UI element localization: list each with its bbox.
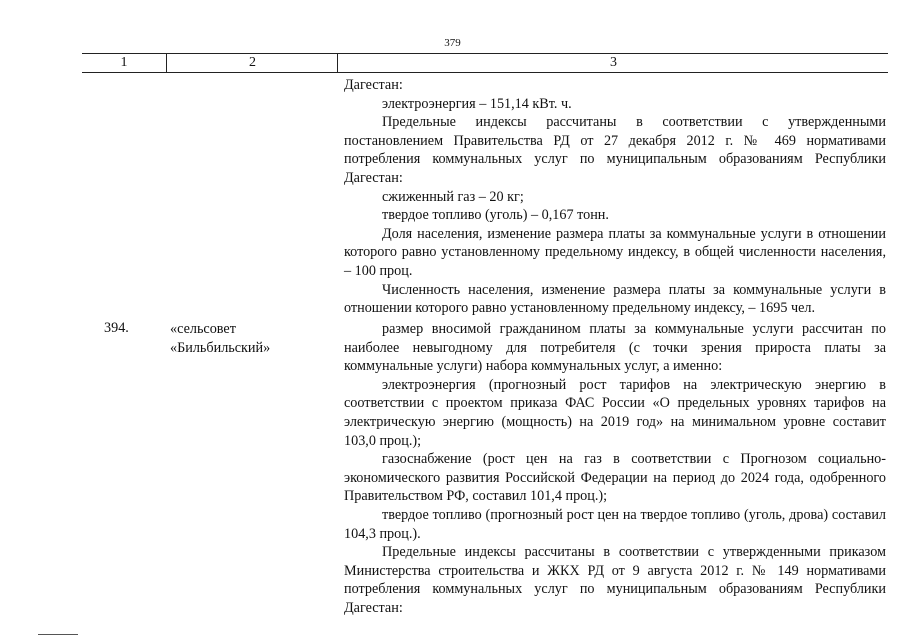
text-paragraph: Численность населения, изменение размера платы за коммунальные услуги в отношении которого равно установленному предельному индексу, – 1695 чел. [344, 281, 886, 317]
text-paragraph: Доля населения, изменение размера платы за коммунальные услуги в отношении которого равно установленному предельному индексу, в общей численности населения, – 100 проц. [344, 225, 886, 279]
column-header-2: 2 [166, 54, 338, 72]
text-line: сжиженный газ – 20 кг; [382, 188, 524, 205]
text-line: электроэнергия – 151,14 кВт. ч. [382, 95, 572, 112]
entry-name-line: «сельсовет [170, 321, 236, 337]
text-paragraph: Предельные индексы рассчитаны в соответствии с утвержденными приказом Министерства строительства и ЖКХ РД от 9 августа 2012 г. № 149 нормативами потребления коммунальных услуг по муниципальным образованиям Республики Дагестан: [344, 544, 886, 616]
text-paragraph: твердое топливо (прогнозный рост цен на твердое топливо (уголь, дрова) составил 104,3 проц.). [344, 506, 886, 542]
text-paragraph: Предельные индексы рассчитаны в соответствии с утвержденными постановлением Правительства РД от 27 декабря 2012 г. № 469 нормативами потребления коммунальных услуг по муниципальным образованиям Республики Дагестан: [344, 114, 886, 186]
text-paragraph: размер вносимой гражданином платы за коммунальные услуги рассчитан по наиболее невыгодному для потребителя (с точки зрения прироста платы за коммунальные услуги) набора коммунальных услуг, а именно: [344, 321, 886, 375]
text-line: Дагестан: [344, 77, 403, 93]
entry-number: 394. [104, 320, 129, 336]
entry-name-line: «Бильбильский» [170, 339, 271, 356]
column-header-row [82, 53, 888, 73]
page-number: 379 [444, 37, 461, 49]
entry-text-block [344, 320, 886, 618]
entry-municipality-name [170, 320, 270, 357]
text-paragraph: электроэнергия (прогнозный рост тарифов на электрическую энергию в соответствии с проектом приказа ФАС России «О предельных уровнях тарифов на электрическую энергию (мощность) на 2019 год» на минимальном уровне составит 103,0 проц.); [344, 376, 886, 449]
column-header-1: 1 [120, 55, 128, 70]
text-paragraph: газоснабжение (рост цен на газ в соответствии с Прогнозом социально-экономического развития Российской Федерации на период до 2024 года, одобренного Правительством РФ, составил 101,4 проц.); [344, 451, 886, 505]
column-header-3: 3 [337, 54, 889, 72]
continued-text-block [344, 76, 886, 318]
footnote-rule [38, 634, 78, 635]
text-line: твердое топливо (уголь) – 0,167 тонн. [382, 207, 609, 224]
